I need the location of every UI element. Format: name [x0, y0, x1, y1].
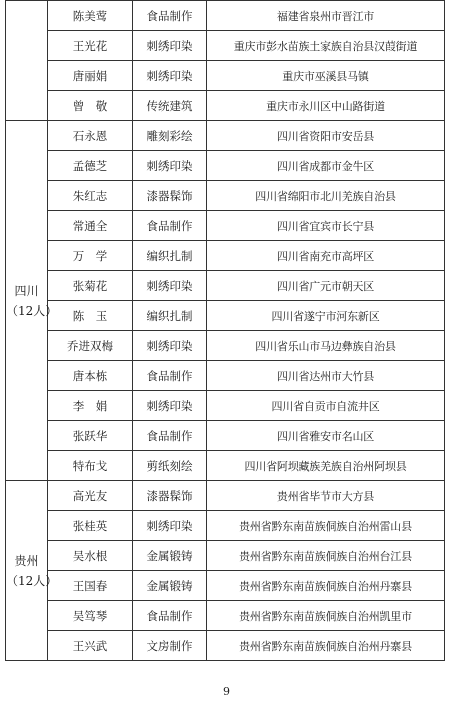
place-cell: 四川省阿坝藏族羌族自治州阿坝县: [207, 451, 445, 481]
table-body: [6, 1, 445, 661]
craft-cell: 刺绣印染: [133, 391, 207, 421]
table-row: [6, 121, 445, 151]
table-row: [6, 1, 445, 31]
craft-cell: 漆器髹饰: [133, 481, 207, 511]
name-cell: 特布戈: [48, 451, 133, 481]
name-cell: 唐丽娟: [48, 61, 133, 91]
place-cell: 四川省绵阳市北川羌族自治县: [207, 181, 445, 211]
name-cell: 朱红志: [48, 181, 133, 211]
table-row: [6, 541, 445, 571]
craft-cell: 传统建筑: [133, 91, 207, 121]
name-cell: 吴笃琴: [48, 601, 133, 631]
craft-cell: 刺绣印染: [133, 31, 207, 61]
craft-cell: 食品制作: [133, 211, 207, 241]
place-cell: 四川省广元市朝天区: [207, 271, 445, 301]
craft-cell: 刺绣印染: [133, 511, 207, 541]
name-cell: 陈 玉: [48, 301, 133, 331]
name-cell: 乔进双梅: [48, 331, 133, 361]
place-cell: 贵州省黔东南苗族侗族自治州台江县: [207, 541, 445, 571]
table-row: [6, 31, 445, 61]
place-cell: 四川省宜宾市长宁县: [207, 211, 445, 241]
table-row: [6, 511, 445, 541]
table-row: [6, 181, 445, 211]
name-cell: 王国春: [48, 571, 133, 601]
name-cell: 张菊花: [48, 271, 133, 301]
craft-cell: 食品制作: [133, 421, 207, 451]
craft-cell: 编织扎制: [133, 301, 207, 331]
table-row: [6, 91, 445, 121]
table-row: [6, 451, 445, 481]
page-number: 9: [223, 685, 230, 698]
place-cell: 贵州省黔东南苗族侗族自治州丹寨县: [207, 631, 445, 661]
table-row: [6, 601, 445, 631]
place-cell: 四川省乐山市马边彝族自治县: [207, 331, 445, 361]
craft-cell: 食品制作: [133, 1, 207, 31]
name-cell: 王光花: [48, 31, 133, 61]
craft-cell: 刺绣印染: [133, 271, 207, 301]
name-cell: 孟德芝: [48, 151, 133, 181]
place-cell: 福建省泉州市晋江市: [207, 1, 445, 31]
table-row: [6, 241, 445, 271]
name-cell: 唐本栋: [48, 361, 133, 391]
table-row: [6, 631, 445, 661]
province-count: （12人）: [6, 573, 58, 588]
heritage-list-table: [5, 0, 445, 661]
place-cell: 贵州省黔东南苗族侗族自治州丹寨县: [207, 571, 445, 601]
table-row: [6, 391, 445, 421]
craft-cell: 刺绣印染: [133, 61, 207, 91]
province-name: 贵州: [14, 553, 39, 568]
craft-cell: 剪纸刻绘: [133, 451, 207, 481]
place-cell: 贵州省毕节市大方县: [207, 481, 445, 511]
table-row: [6, 421, 445, 451]
craft-cell: 漆器髹饰: [133, 181, 207, 211]
craft-cell: 编织扎制: [133, 241, 207, 271]
craft-cell: 食品制作: [133, 361, 207, 391]
name-cell: 曾 敬: [48, 91, 133, 121]
place-cell: 贵州省黔东南苗族侗族自治州凯里市: [207, 601, 445, 631]
name-cell: 张桂英: [48, 511, 133, 541]
table-row: [6, 571, 445, 601]
table-row: [6, 151, 445, 181]
name-cell: 常通全: [48, 211, 133, 241]
province-cell: [6, 1, 48, 121]
craft-cell: 刺绣印染: [133, 331, 207, 361]
place-cell: 重庆市彭水苗族土家族自治县汉葭街道: [207, 31, 445, 61]
table-row: [6, 481, 445, 511]
craft-cell: 雕刻彩绘: [133, 121, 207, 151]
place-cell: 四川省资阳市安岳县: [207, 121, 445, 151]
name-cell: 王兴武: [48, 631, 133, 661]
place-cell: 四川省达州市大竹县: [207, 361, 445, 391]
table-row: [6, 61, 445, 91]
place-cell: 贵州省黔东南苗族侗族自治州雷山县: [207, 511, 445, 541]
name-cell: 李 娟: [48, 391, 133, 421]
place-cell: 四川省南充市高坪区: [207, 241, 445, 271]
name-cell: 张跃华: [48, 421, 133, 451]
province-name: 四川: [14, 283, 39, 298]
table-row: [6, 211, 445, 241]
place-cell: 四川省雅安市名山区: [207, 421, 445, 451]
name-cell: 石永恩: [48, 121, 133, 151]
place-cell: 四川省成都市金牛区: [207, 151, 445, 181]
name-cell: 万 学: [48, 241, 133, 271]
name-cell: 陈美莺: [48, 1, 133, 31]
name-cell: 吴水根: [48, 541, 133, 571]
province-cell: [6, 121, 58, 481]
place-cell: 重庆市永川区中山路街道: [207, 91, 445, 121]
craft-cell: 金属锻铸: [133, 541, 207, 571]
table-row: [6, 361, 445, 391]
province-count: （12人）: [6, 303, 58, 318]
province-cell: [6, 481, 58, 661]
name-cell: 高光友: [48, 481, 133, 511]
craft-cell: 文房制作: [133, 631, 207, 661]
place-cell: 四川省遂宁市河东新区: [207, 301, 445, 331]
table-row: [6, 301, 445, 331]
table-row: [6, 331, 445, 361]
craft-cell: 刺绣印染: [133, 151, 207, 181]
craft-cell: 金属锻铸: [133, 571, 207, 601]
place-cell: 重庆市巫溪县马镇: [207, 61, 445, 91]
place-cell: 四川省自贡市自流井区: [207, 391, 445, 421]
craft-cell: 食品制作: [133, 601, 207, 631]
table-row: [6, 271, 445, 301]
